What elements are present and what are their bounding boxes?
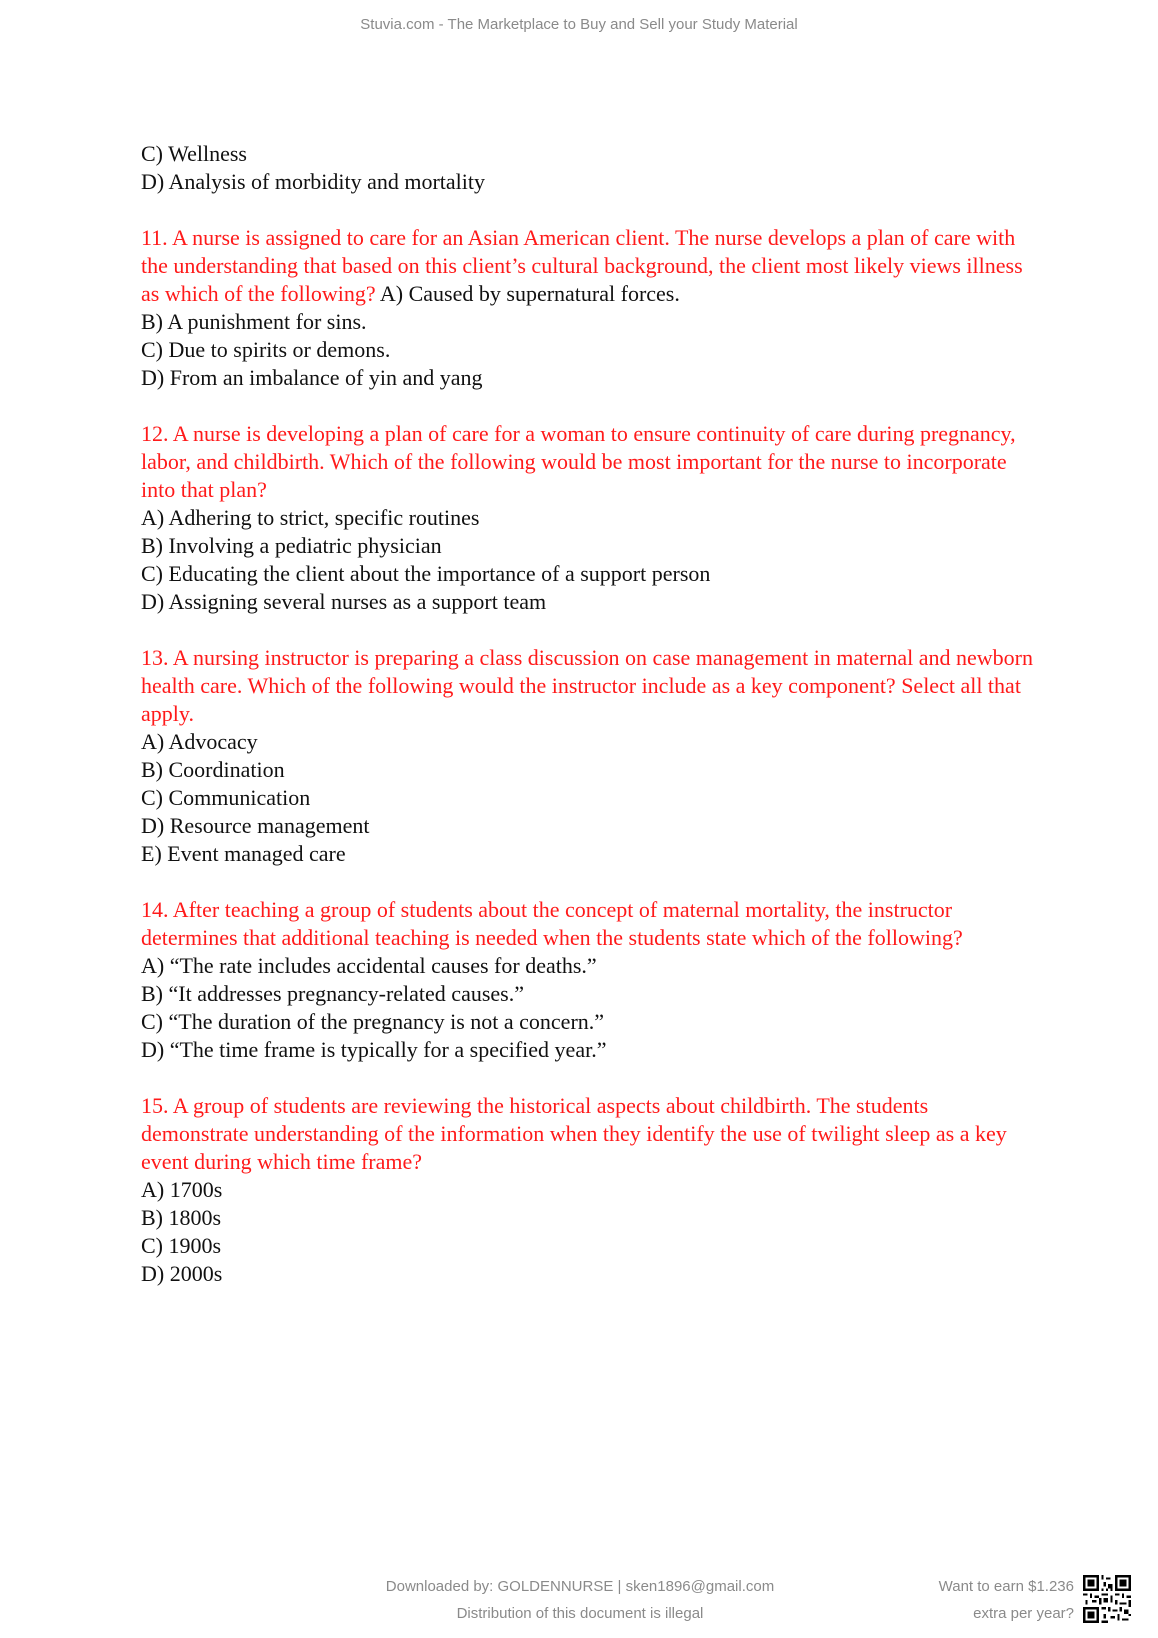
answer-option: C) “The duration of the pregnancy is not a concern.” xyxy=(141,1009,605,1034)
carryover-option: D) Analysis of morbidity and mortality xyxy=(141,169,486,194)
promo-link[interactable] xyxy=(939,1573,1074,1627)
answer-option: A) 1700s xyxy=(141,1177,223,1202)
question-13 xyxy=(141,644,1041,868)
question-text: 13. A nursing instructor is preparing a class discussion on case management in maternal and newborn health care. Which of the following would the instructor include as a key component? Select all that apply. xyxy=(141,645,1034,726)
download-footer xyxy=(300,1573,860,1627)
answer-option: A) Adhering to strict, specific routines xyxy=(141,505,480,530)
question-14 xyxy=(141,896,1041,1064)
answer-option: C) Due to spirits or demons. xyxy=(141,337,391,362)
question-text: 15. A group of students are reviewing the historical aspects about childbirth. The students demonstrate understanding of the information when they identify the use of twilight sleep as a key event during which time frame? xyxy=(141,1093,1007,1174)
distribution-notice: Distribution of this document is illegal xyxy=(456,1605,704,1622)
answer-option: A) Advocacy xyxy=(141,729,258,754)
site-header: Stuvia.com - The Marketplace to Buy and Sell your Study Material xyxy=(360,16,798,33)
answer-option: A) “The rate includes accidental causes for deaths.” xyxy=(141,953,597,978)
document-body xyxy=(141,140,1041,1288)
answer-option: C) Educating the client about the importance of a support person xyxy=(141,561,711,586)
downloaded-by-text: Downloaded by: GOLDENNURSE | sken1896@gmail.com xyxy=(385,1578,775,1595)
promo-line-1: Want to earn $1.236 xyxy=(938,1578,1074,1595)
answer-option: D) Resource management xyxy=(141,813,370,838)
question-11 xyxy=(141,224,1041,392)
carryover-option: C) Wellness xyxy=(141,141,247,166)
answer-option: B) 1800s xyxy=(141,1205,222,1230)
question-text: 14. After teaching a group of students about the concept of maternal mortality, the instructor determines that additional teaching is needed when the students state which of the following? xyxy=(141,897,963,950)
answer-option: B) Coordination xyxy=(141,757,285,782)
answer-option: D) From an imbalance of yin and yang xyxy=(141,365,483,390)
answer-option: E) Event managed care xyxy=(141,841,346,866)
question-text xyxy=(141,224,1041,308)
promo-line-2: extra per year? xyxy=(973,1605,1074,1622)
answer-option: D) Assigning several nurses as a support team xyxy=(141,589,547,614)
answer-option: C) Communication xyxy=(141,785,311,810)
question-12 xyxy=(141,420,1041,616)
qr-code-icon[interactable] xyxy=(1083,1575,1131,1623)
answer-option: C) 1900s xyxy=(141,1233,222,1258)
answer-option: B) “It addresses pregnancy-related causes.” xyxy=(141,981,524,1006)
question-stem: 11. A nurse is assigned to care for an Asian American client. The nurse develops a plan of care with the understanding that based on this client’s cultural background, the client most likely views illness as which of the following? xyxy=(141,225,1023,306)
question-text: 12. A nurse is developing a plan of care for a woman to ensure continuity of care during pregnancy, labor, and childbirth. Which of the following would be most important for the nurse to incorporate into that plan? xyxy=(141,421,1016,502)
answer-option: D) 2000s xyxy=(141,1261,223,1286)
answer-option: B) A punishment for sins. xyxy=(141,309,367,334)
question-15 xyxy=(141,1092,1041,1288)
answer-option: B) Involving a pediatric physician xyxy=(141,533,442,558)
answer-option: A) Caused by supernatural forces. xyxy=(379,281,680,306)
answer-option: D) “The time frame is typically for a specified year.” xyxy=(141,1037,607,1062)
